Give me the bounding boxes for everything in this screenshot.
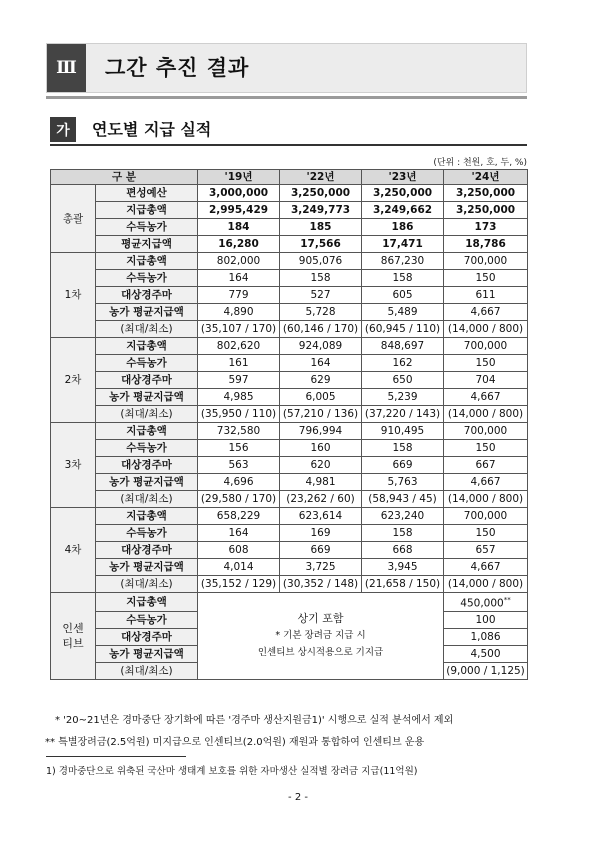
table-row: [51, 559, 528, 576]
table-row: [51, 287, 528, 304]
table-cell: 185: [280, 219, 362, 236]
table-cell: 597: [198, 372, 280, 389]
table-row: [51, 542, 528, 559]
table-cell: 3,000,000: [198, 185, 280, 202]
row-label: (최대/최소): [96, 576, 198, 593]
table-cell: 796,994: [280, 423, 362, 440]
row-label: 농가 평균지급액: [96, 559, 198, 576]
table-row: [51, 236, 528, 253]
table-cell: 150: [444, 440, 528, 457]
row-label: 편성예산: [96, 185, 198, 202]
header-year: '23년: [362, 170, 444, 185]
group-label: 2차: [51, 338, 96, 423]
payment-table: [50, 169, 528, 680]
table-row: [51, 372, 528, 389]
table-cell: (21,658 / 150): [362, 576, 444, 593]
table-cell: 164: [198, 525, 280, 542]
table-cell: 605: [362, 287, 444, 304]
row-label: 수득농가: [96, 525, 198, 542]
row-label: 농가 평균지급액: [96, 389, 198, 406]
row-label: 지급총액: [96, 593, 198, 612]
group-label: 3차: [51, 423, 96, 508]
table-cell: 161: [198, 355, 280, 372]
table-cell: 667: [444, 457, 528, 474]
table-row: [51, 219, 528, 236]
row-label: 농가 평균지급액: [96, 474, 198, 491]
table-row: [51, 440, 528, 457]
row-label: (최대/최소): [96, 491, 198, 508]
table-cell: 158: [362, 525, 444, 542]
table-cell: 700,000: [444, 338, 528, 355]
row-label: 지급총액: [96, 202, 198, 219]
table-cell: 4,667: [444, 304, 528, 321]
merged-note-line: 인센티브 상시적용으로 기지급: [257, 647, 384, 659]
note-2: ** 특별장려금(2.5억원) 미지급으로 인센티브(2.0억원) 재원과 통합하여 인센티브 운용: [45, 737, 425, 748]
table-cell: 4,696: [198, 474, 280, 491]
table-cell: 629: [280, 372, 362, 389]
group-label: 1차: [51, 253, 96, 338]
row-label: 평균지급액: [96, 236, 198, 253]
table-row: [51, 338, 528, 355]
row-label: 대상경주마: [96, 457, 198, 474]
table-cell: [444, 611, 528, 628]
table-cell: 4,981: [280, 474, 362, 491]
cell-value: (9,000 / 1,125): [446, 664, 525, 677]
header-year: '24년: [444, 170, 528, 185]
table-cell: 4,667: [444, 389, 528, 406]
table-cell: 150: [444, 525, 528, 542]
footnote-divider: [46, 756, 186, 757]
table-cell: 650: [362, 372, 444, 389]
table-cell: 3,249,662: [362, 202, 444, 219]
table-row: [51, 355, 528, 372]
table-cell: 184: [198, 219, 280, 236]
row-label: 대상경주마: [96, 372, 198, 389]
cell-value: 450,000: [460, 597, 504, 610]
table-cell: 611: [444, 287, 528, 304]
table-cell: 4,014: [198, 559, 280, 576]
table-cell: 732,580: [198, 423, 280, 440]
table-cell: 164: [280, 355, 362, 372]
table-cell: 150: [444, 270, 528, 287]
row-label: 지급총액: [96, 253, 198, 270]
row-label: 농가 평균지급액: [96, 304, 198, 321]
table-cell: 657: [444, 542, 528, 559]
table-cell: [444, 628, 528, 645]
table-cell: [444, 645, 528, 662]
table-cell: 6,005: [280, 389, 362, 406]
row-label: 대상경주마: [96, 542, 198, 559]
row-label: 수득농가: [96, 270, 198, 287]
row-label: 지급총액: [96, 338, 198, 355]
table-cell: 623,614: [280, 508, 362, 525]
table-cell: (14,000 / 800): [444, 406, 528, 423]
table-cell: 158: [362, 270, 444, 287]
table-row: [51, 406, 528, 423]
section-number: Ⅲ: [47, 44, 86, 92]
page-number: - 2 -: [288, 792, 308, 803]
table-cell: 704: [444, 372, 528, 389]
table-cell: 18,786: [444, 236, 528, 253]
table-cell: (14,000 / 800): [444, 321, 528, 338]
table-cell: 150: [444, 355, 528, 372]
table-cell: (29,580 / 170): [198, 491, 280, 508]
table-row: [51, 389, 528, 406]
row-label: (최대/최소): [96, 662, 198, 679]
table-cell: 186: [362, 219, 444, 236]
header-category: 구 분: [51, 170, 198, 185]
row-label: 대상경주마: [96, 287, 198, 304]
table-cell: 3,945: [362, 559, 444, 576]
table-cell: 162: [362, 355, 444, 372]
table-cell: [444, 662, 528, 679]
table-cell: 169: [280, 525, 362, 542]
table-cell: 700,000: [444, 423, 528, 440]
table-cell: 3,249,773: [280, 202, 362, 219]
table-cell: 700,000: [444, 508, 528, 525]
table-cell: 5,239: [362, 389, 444, 406]
table-cell: (23,262 / 60): [280, 491, 362, 508]
row-label: (최대/최소): [96, 321, 198, 338]
table-cell: 16,280: [198, 236, 280, 253]
table-cell: 3,250,000: [444, 202, 528, 219]
subsection-number: 가: [50, 117, 76, 142]
table-cell: (58,943 / 45): [362, 491, 444, 508]
table-row: [51, 474, 528, 491]
table-row: [51, 321, 528, 338]
table-row: [51, 593, 528, 612]
table-cell: (35,950 / 110): [198, 406, 280, 423]
cell-value: 4,500: [470, 647, 501, 660]
table-cell: 164: [198, 270, 280, 287]
table-row: [51, 304, 528, 321]
table-cell: 905,076: [280, 253, 362, 270]
row-label: 대상경주마: [96, 628, 198, 645]
table-row: [51, 576, 528, 593]
incentive-name-line2: 티브: [62, 636, 84, 650]
section-header: [46, 43, 527, 93]
table-cell: 848,697: [362, 338, 444, 355]
table-cell: (14,000 / 800): [444, 491, 528, 508]
subsection-underline: [50, 144, 527, 146]
merged-note-line: * 기본 장려금 지급 시: [275, 630, 366, 642]
table-cell: 563: [198, 457, 280, 474]
cell-value: 1,086: [470, 630, 501, 643]
row-label: (최대/최소): [96, 406, 198, 423]
table-cell: 3,250,000: [444, 185, 528, 202]
table-cell: (60,945 / 110): [362, 321, 444, 338]
table-cell: 623,240: [362, 508, 444, 525]
table-cell: 17,471: [362, 236, 444, 253]
table-cell: 5,728: [280, 304, 362, 321]
table-row: [51, 423, 528, 440]
note-1: * '20~21년은 경마중단 장기화에 따른 '경주마 생산지원금1)' 시행으로 실적 분석에서 제외: [55, 715, 454, 726]
table-header-row: [51, 170, 528, 185]
subsection-title: 연도별 지급 실적: [92, 120, 212, 139]
cell-value: 100: [475, 613, 496, 626]
table-cell: (60,146 / 170): [280, 321, 362, 338]
table-cell: 160: [280, 440, 362, 457]
table-cell: 4,667: [444, 474, 528, 491]
table-cell: 3,250,000: [362, 185, 444, 202]
table-row: [51, 508, 528, 525]
group-label: 총괄: [51, 185, 96, 253]
row-label: 수득농가: [96, 355, 198, 372]
table-row: [51, 491, 528, 508]
table-cell: 4,890: [198, 304, 280, 321]
group-label: 4차: [51, 508, 96, 593]
table-cell: 5,489: [362, 304, 444, 321]
table-cell: 3,250,000: [280, 185, 362, 202]
group-label-incentive: [51, 593, 96, 680]
table-row: [51, 525, 528, 542]
section-underline: [46, 96, 527, 99]
table-cell: 3,725: [280, 559, 362, 576]
unit-label: (단위 : 천원, 호, 두, %): [433, 158, 527, 168]
header-year: '22년: [280, 170, 362, 185]
table-row: [51, 457, 528, 474]
table-cell: (14,000 / 800): [444, 576, 528, 593]
table-cell: 802,620: [198, 338, 280, 355]
table-cell: (57,210 / 136): [280, 406, 362, 423]
section-title: 그간 추진 결과: [105, 56, 250, 80]
table-row: [51, 270, 528, 287]
table-cell: (37,220 / 143): [362, 406, 444, 423]
table-cell: 620: [280, 457, 362, 474]
table-cell: 156: [198, 440, 280, 457]
table-cell: 802,000: [198, 253, 280, 270]
row-label: 지급총액: [96, 508, 198, 525]
table-cell: 779: [198, 287, 280, 304]
table-cell: 527: [280, 287, 362, 304]
table-cell: 158: [280, 270, 362, 287]
row-label: 수득농가: [96, 440, 198, 457]
row-label: 수득농가: [96, 219, 198, 236]
merged-note-line: 상기 포함: [297, 612, 344, 626]
table-cell: 17,566: [280, 236, 362, 253]
table-row: [51, 185, 528, 202]
table-cell: [444, 593, 528, 612]
table-cell: 158: [362, 440, 444, 457]
table-row: [51, 253, 528, 270]
row-label: 지급총액: [96, 423, 198, 440]
footnote: 1) 경마중단으로 위축된 국산마 생태계 보호를 위한 자마생산 실적별 장려금 지급(11억원): [46, 766, 418, 777]
table-cell: 668: [362, 542, 444, 559]
table-cell: (30,352 / 148): [280, 576, 362, 593]
table-cell: 4,985: [198, 389, 280, 406]
row-label: 농가 평균지급액: [96, 645, 198, 662]
table-cell: 5,763: [362, 474, 444, 491]
table-cell: 2,995,429: [198, 202, 280, 219]
table-cell: 669: [280, 542, 362, 559]
row-label: 수득농가: [96, 611, 198, 628]
table-cell: 173: [444, 219, 528, 236]
table-cell: 669: [362, 457, 444, 474]
incentive-merged-note: [198, 593, 444, 680]
note-mark: **: [503, 596, 511, 604]
header-year: '19년: [198, 170, 280, 185]
table-cell: 924,089: [280, 338, 362, 355]
table-cell: 608: [198, 542, 280, 559]
table-cell: (35,107 / 170): [198, 321, 280, 338]
table-cell: 4,667: [444, 559, 528, 576]
table-cell: 867,230: [362, 253, 444, 270]
table-cell: 910,495: [362, 423, 444, 440]
table-cell: 700,000: [444, 253, 528, 270]
incentive-name-line1: 인센: [62, 621, 84, 635]
table-cell: (35,152 / 129): [198, 576, 280, 593]
table-cell: 658,229: [198, 508, 280, 525]
table-row: [51, 202, 528, 219]
